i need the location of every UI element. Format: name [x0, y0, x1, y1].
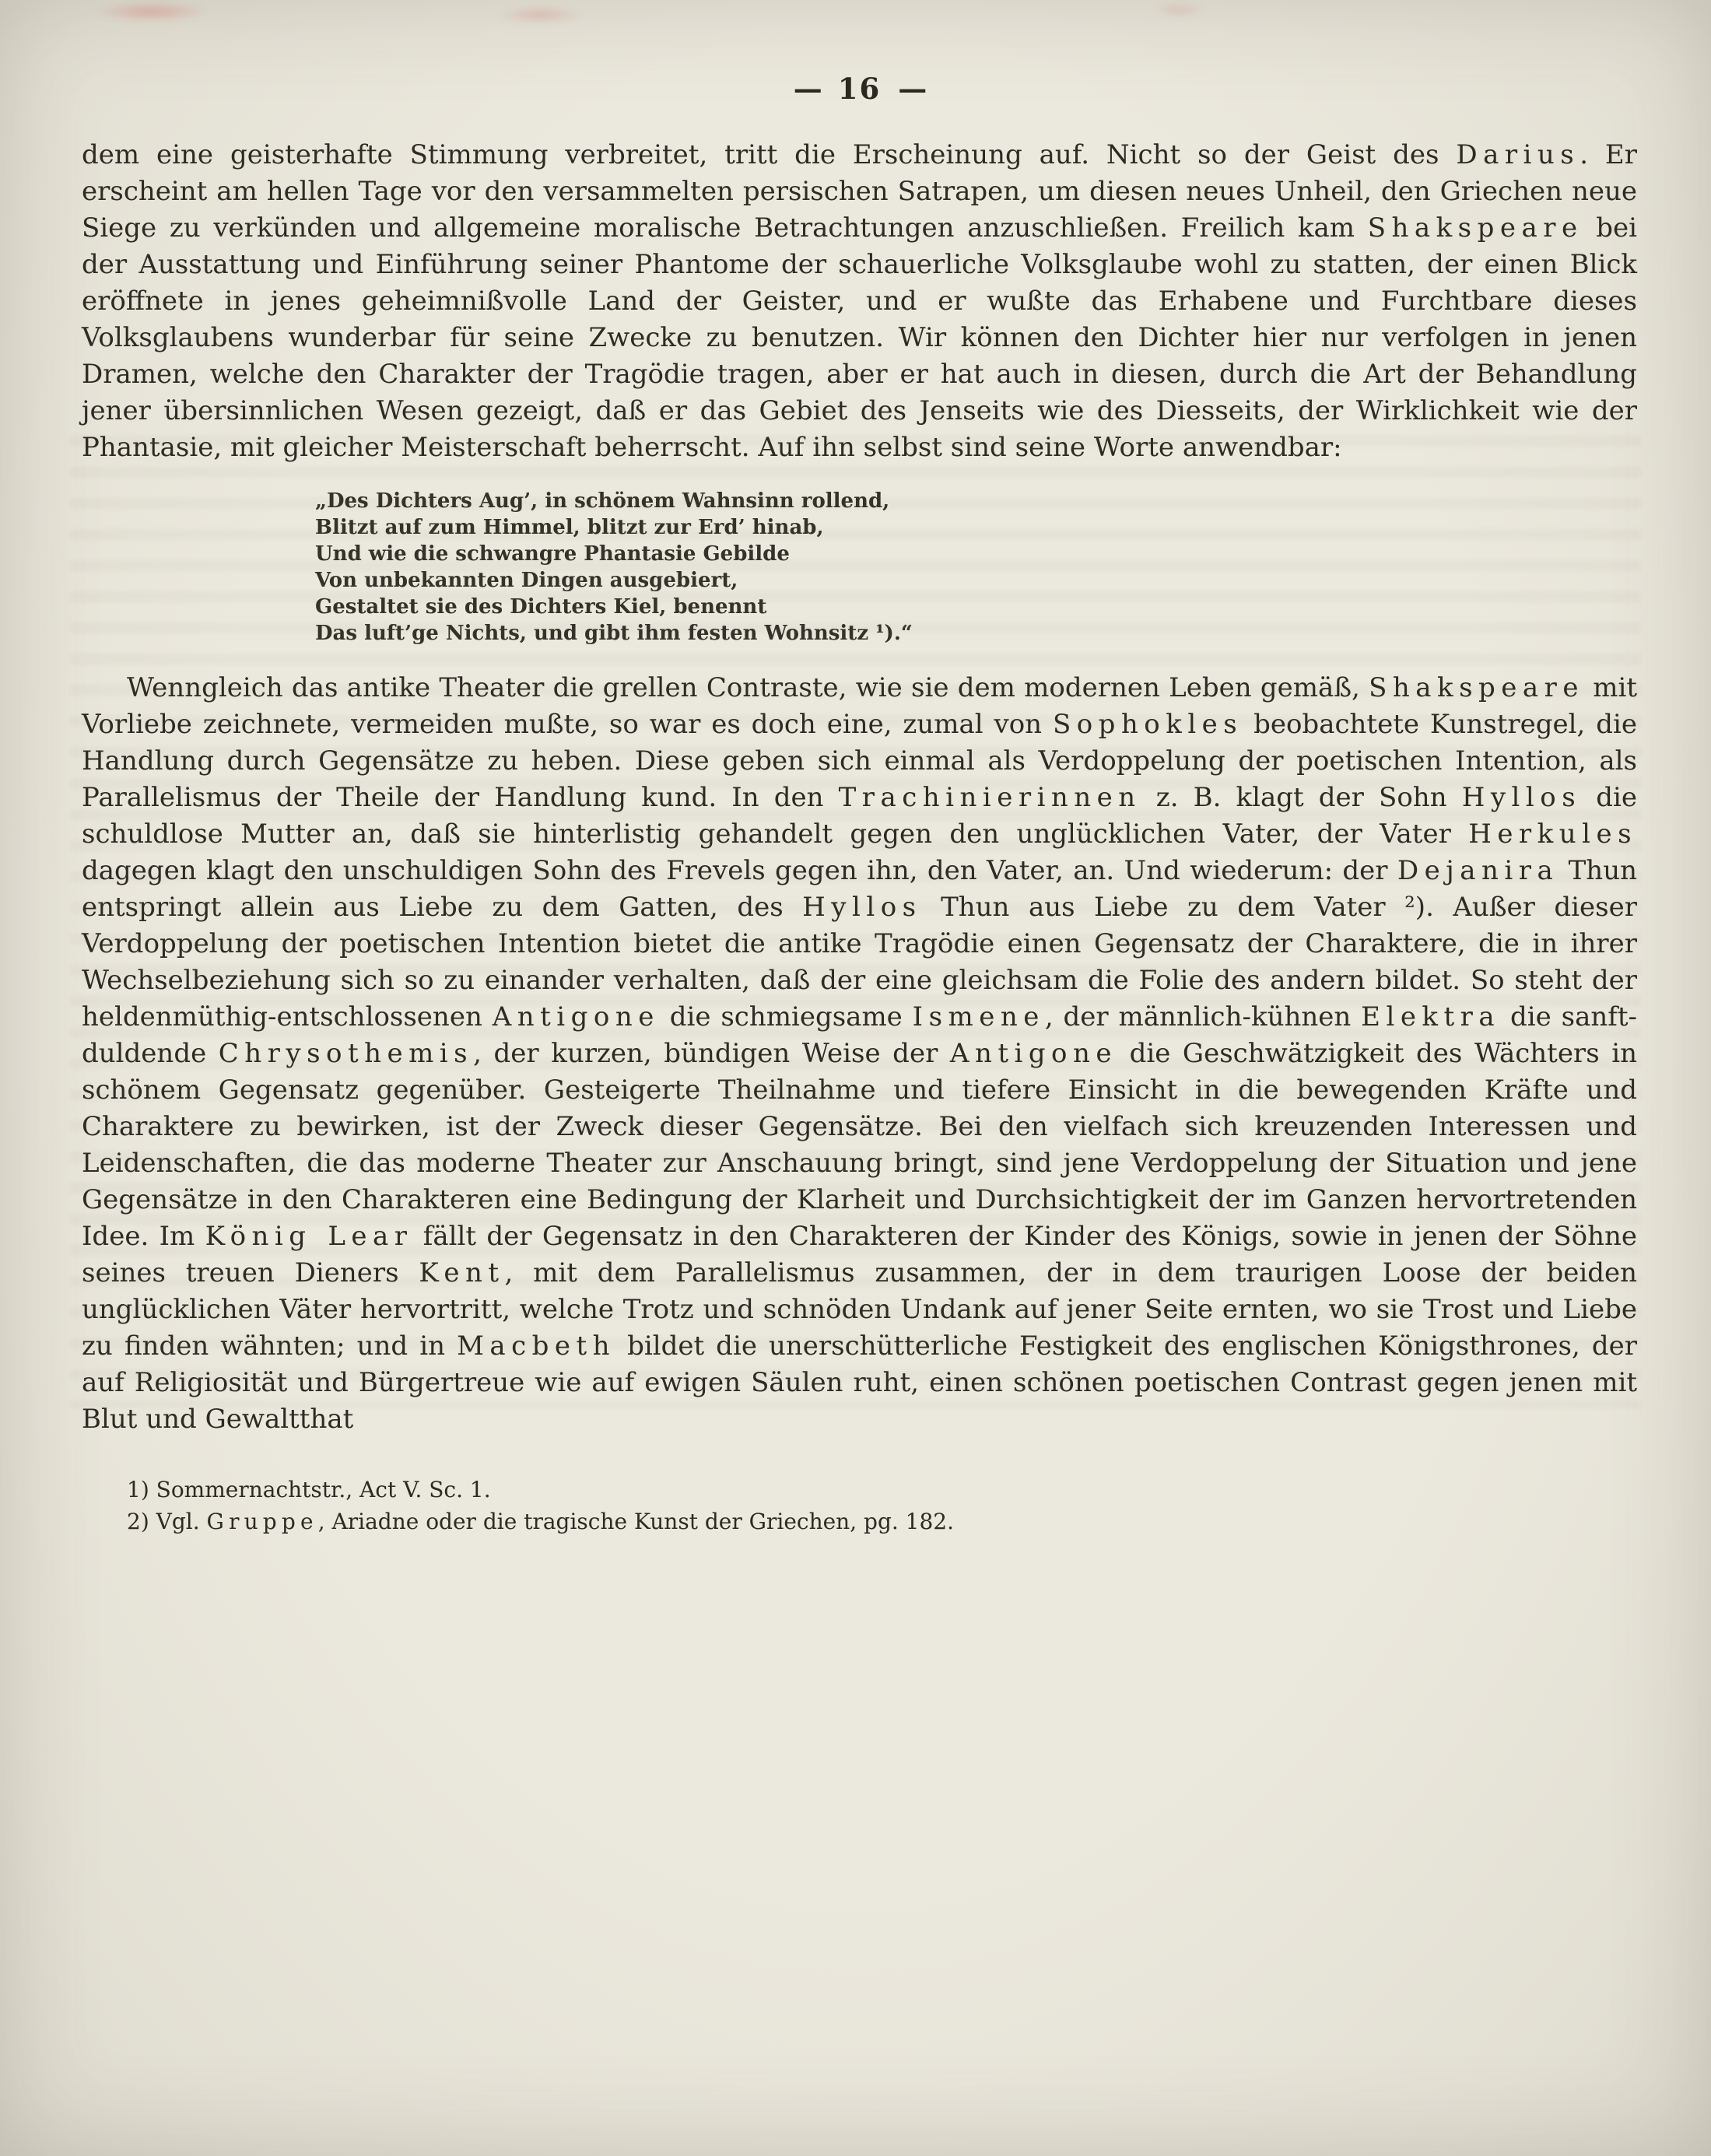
letterspaced-name: Shakspeare	[1369, 672, 1584, 703]
text-run: die schmiegsame	[659, 1001, 913, 1032]
letterspaced-name: Chrysothemis	[218, 1038, 474, 1069]
letterspaced-name: Antigone	[949, 1038, 1117, 1069]
text-run: , der männlich-kühnen	[1044, 1001, 1362, 1032]
text-run: Thun aus Liebe zu dem Vater ²). Außer dieser Verdoppelung der poetischen Intention bietet die antike Tragödie einen Gegensatz der Charaktere, die in ihrer Wechselbeziehung sich so zu einander verhalten, daß der eine gleichsam die Folie des andern bildet. So steht der heldenmüthig-entschlossenen	[82, 892, 1637, 1032]
letterspaced-name: Darius	[1456, 139, 1580, 170]
text-run: mit Vorliebe zeichnete, vermeiden mußte, so war es doch eine, zumal von	[82, 672, 1637, 740]
letterspaced-name: Dejanira	[1397, 855, 1559, 886]
verse-quote	[315, 488, 1637, 647]
text-run: Thun entspringt allein aus Liebe zu dem Gatten, des	[82, 855, 1637, 923]
letterspaced-name: Herkules	[1468, 819, 1637, 850]
letterspaced-name: Shakspeare	[1367, 212, 1583, 244]
text-run: fällt der Gegensatz in den Charakteren der Kinder des Königs, sowie in jenen der Söhne seines treuen Dieners	[82, 1221, 1638, 1288]
text-run: die Geschwätzigkeit des Wächters in schönem Gegensatz gegenüber. Gesteigerte Theilnahme und tiefere Einsicht in die bewegenden Kräfte und Charaktere zu bewirken, ist der Zweck dieser Gegensätze. Bei den vielfach sich kreuzenden Interessen und Leidenschaften, die das moderne Theater zur Anschauung bringt, sind jene Verdoppelung der Situation und jene Gegensätze in den Charakteren eine Bedingung der Klarheit und Durchsichtigkeit der im Ganzen hervortretenden Idee. Im	[82, 1038, 1637, 1252]
text-run: dagegen klagt den unschuldigen Sohn des Frevels gegen ihn, den Vater, an. Und wiederum: der	[82, 855, 1397, 886]
letterspaced-name: Macbeth	[457, 1330, 616, 1362]
verse-line: Das luft’ge Nichts, und gibt ihm festen Wohnsitz ¹).“	[315, 622, 913, 645]
text-run: , mit dem Parallelismus zusammen, der in dem traurigen Loose der beiden unglücklichen Väter hervortritt, welche Trotz und schnöden Undank auf jener Seite ernten, wo sie Trost und Liebe zu finden wähnten; und in	[82, 1257, 1638, 1362]
footnote	[82, 1474, 1637, 1506]
page	[82, 0, 1637, 1537]
text-run: , der kurzen, bündigen Weise der	[473, 1038, 950, 1069]
letterspaced-name: Gruppe	[206, 1509, 318, 1534]
verse-line: Gestaltet sie des Dichters Kiel, benennt	[315, 595, 767, 619]
letterspaced-name: Ismene	[912, 1001, 1045, 1032]
verse-line: Von unbekannten Dingen ausgebiert,	[315, 569, 738, 592]
page-number: 16	[837, 72, 882, 106]
header-rule-right: —	[898, 72, 926, 106]
letterspaced-name: Hyllos	[1461, 782, 1582, 813]
header-rule-left: —	[793, 72, 821, 106]
letterspaced-name: Hyllos	[802, 892, 922, 923]
text-run: 1) Sommernachtstr., Act V. Sc. 1.	[127, 1477, 491, 1502]
letterspaced-name: Elektra	[1361, 1001, 1501, 1032]
text-run: z. B. klagt der Sohn	[1141, 782, 1462, 813]
text-run: die schuldlose Mutter an, daß sie hinterlistig gehandelt gegen den unglücklichen Vater, der Vater	[82, 782, 1637, 850]
letterspaced-name: König Lear	[205, 1221, 413, 1252]
text-run: bei der Ausstattung und Einführung seiner Phantome der schauerliche Volksglaube wohl zu statten, der einen Blick eröffnete in jenes geheimnißvolle Land der Geister, und er wußte das Erhabene und Furchtbare dieses Volksglaubens wunderbar für seine Zwecke zu benutzen. Wir können den Dichter hier nur verfolgen in jenen Dramen, welche den Charakter der Tragödie tragen, aber er hat auch in diesen, durch die Art der Behandlung jener übersinnlichen Wesen gezeigt, daß er das Gebiet des Jenseits wie des Diesseits, der Wirklichkeit wie der Phantasie, mit gleicher Meisterschaft beherrscht. Auf ihn selbst sind seine Worte anwendbar:	[82, 212, 1637, 463]
verse-line: Blitzt auf zum Himmel, blitzt zur Erd’ hinab,	[315, 516, 824, 539]
text-run: Wenngleich das antike Theater die grellen Contraste, wie sie dem modernen Leben gemäß,	[127, 672, 1369, 703]
text-run: . Er erscheint am hellen Tage vor den versammelten persischen Satrapen, um diesen neues Unheil, den Griechen neue Siege zu verkünden und allgemeine moralische Betrachtungen anzuschließen. Freilich kam	[82, 139, 1638, 244]
footnotes-section	[82, 1474, 1637, 1537]
text-run: beobachtete Kunstregel, die Handlung durch Gegensätze zu heben. Diese geben sich einmal als Verdoppelung der poetischen Intention, als Parallelismus der Theile der Handlung kund. In den	[82, 709, 1637, 813]
letterspaced-name: Sophokles	[1052, 709, 1243, 740]
body-paragraph	[82, 137, 1637, 466]
text-run: die sanft-duldende	[82, 1001, 1637, 1069]
text-run: 2) Vgl.	[127, 1509, 207, 1534]
text-run: dem eine geisterhafte Stimmung verbreitet, tritt die Erscheinung auf. Nicht so der Geist des	[82, 139, 1457, 170]
text-run: bildet die unerschütterliche Festigkeit des englischen Königsthrones, der auf Religiosität und Bürgertreue wie auf ewigen Säulen ruht, einen schönen poetischen Contrast gegen jenen mit Blut und Gewaltthat	[82, 1330, 1637, 1435]
verse-line: „Des Dichters Aug’, in schönem Wahnsinn rollend,	[315, 489, 890, 513]
verse-line: Und wie die schwangre Phantasie Gebilde	[315, 542, 790, 566]
letterspaced-name: Trachinierinnen	[838, 782, 1141, 813]
footnote	[82, 1506, 1637, 1537]
page-header	[82, 72, 1637, 106]
text-run: , Ariadne oder die tragische Kunst der Griechen, pg. 182.	[317, 1509, 955, 1534]
letterspaced-name: Kent	[419, 1257, 505, 1288]
body-paragraph	[82, 670, 1637, 1438]
letterspaced-name: Antigone	[492, 1001, 660, 1032]
